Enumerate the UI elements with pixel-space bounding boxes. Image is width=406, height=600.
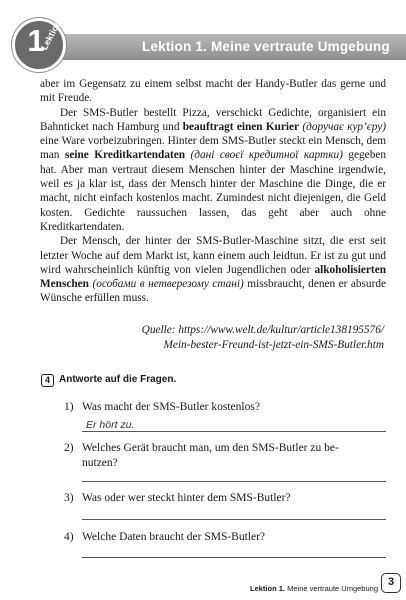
exercise-title: Antworte auf die Fragen.: [59, 374, 177, 385]
question-3: [64, 491, 386, 506]
source-line-1: Quelle: https://www.welt.de/kultur/article138195576/: [141, 324, 384, 336]
footer-lesson: Lektion 1.: [250, 584, 286, 593]
lesson-badge: [12, 18, 66, 72]
lesson-title: Lektion 1. Meine vertraute Umgebung: [142, 39, 390, 54]
question-1: [64, 400, 386, 415]
vocab-translation: (особами в нетверезому стані): [92, 278, 244, 291]
question-text: Welche Daten braucht der SMS-Butler?: [82, 531, 266, 543]
answer-line-4[interactable]: [82, 557, 386, 558]
question-4: [64, 530, 386, 545]
lesson-badge-label: Lektion: [39, 18, 63, 52]
vocab-translation: (доручає кур’єру): [302, 120, 386, 133]
question-number: 3): [64, 492, 74, 504]
paragraph-3: Der Mensch, der hinter der SMS-Butler-Maschine sitzt, die erst seit letzter Woche auf dem Markt ist, kann einem auch leidtun. Er ist zu gut und wird wahrscheinlich künftig von vielen Jugendlichen oder alkoholisierten Menschen (особами в нетверезому стані) missbraucht, denen er absurde Wünsche erfüllen muss.: [40, 235, 386, 305]
exercise-number: 4: [41, 374, 54, 387]
vocab-term: seine Kreditkartendaten: [64, 149, 186, 162]
answer-line-3[interactable]: [82, 519, 386, 520]
vocab-term: alkoholisierten Menschen: [40, 263, 386, 291]
article-text: [40, 77, 386, 306]
vocab-term: beauftragt einen Kurier: [182, 120, 300, 133]
paragraph-2: Der SMS-Butler bestellt Pizza, verschickt Gedichte, organisiert ein Bahnticket nach Hamburg und beauftragt einen Kurier (доручає кур’єру) eine Ware vorbeizubringen. Hinter dem SMS-Butler steckt ein Mensch, dem man seine Kreditkartendaten (дані своєї кредитної картки) gegeben hat. Aber man vertraut diesem Menschen hinter der Maschine irgendwie, weil es ja klar ist, dass der Mensch hinter der Maschine die Dinge, die er macht, nicht einfach kostenlos macht. Zumindest nicht diejenigen, die Geld kosten. Gedichte raussuchen lassen, das geht aber auch ohne Kreditkartendaten.: [40, 106, 387, 233]
page-number: 3: [381, 573, 401, 593]
question-text: Welches Gerät braucht man, um den SMS-Butler zu be-: [82, 442, 339, 454]
source-line-2: Mein-bester-Freund-ist-jetzt-ein-SMS-Butler.htm: [163, 339, 384, 351]
vocab-translation: (дані своєї кредитної картки): [190, 149, 343, 162]
paragraph-1: aber im Gegensatz zu einem selbst macht der Handy-Butler das gerne und mit Freude.: [40, 78, 386, 105]
lesson-number: 1: [27, 23, 45, 58]
source-citation: [54, 323, 384, 353]
question-text-continued: nutzen?: [82, 457, 118, 469]
question-number: 4): [64, 531, 74, 543]
footer-title: Meine vertraute Umgebung: [287, 584, 378, 593]
question-number: 2): [64, 442, 74, 454]
answer-1-text: Er hört zu.: [86, 419, 135, 431]
page-footer: [250, 584, 378, 593]
question-text: Was macht der SMS-Butler kostenlos?: [82, 401, 260, 413]
answer-line-2[interactable]: [82, 481, 386, 482]
question-number: 1): [64, 401, 74, 413]
question-text: Was oder wer steckt hinter dem SMS-Butler?: [82, 492, 291, 504]
answer-line-1[interactable]: [82, 431, 386, 432]
question-2: [64, 441, 386, 471]
